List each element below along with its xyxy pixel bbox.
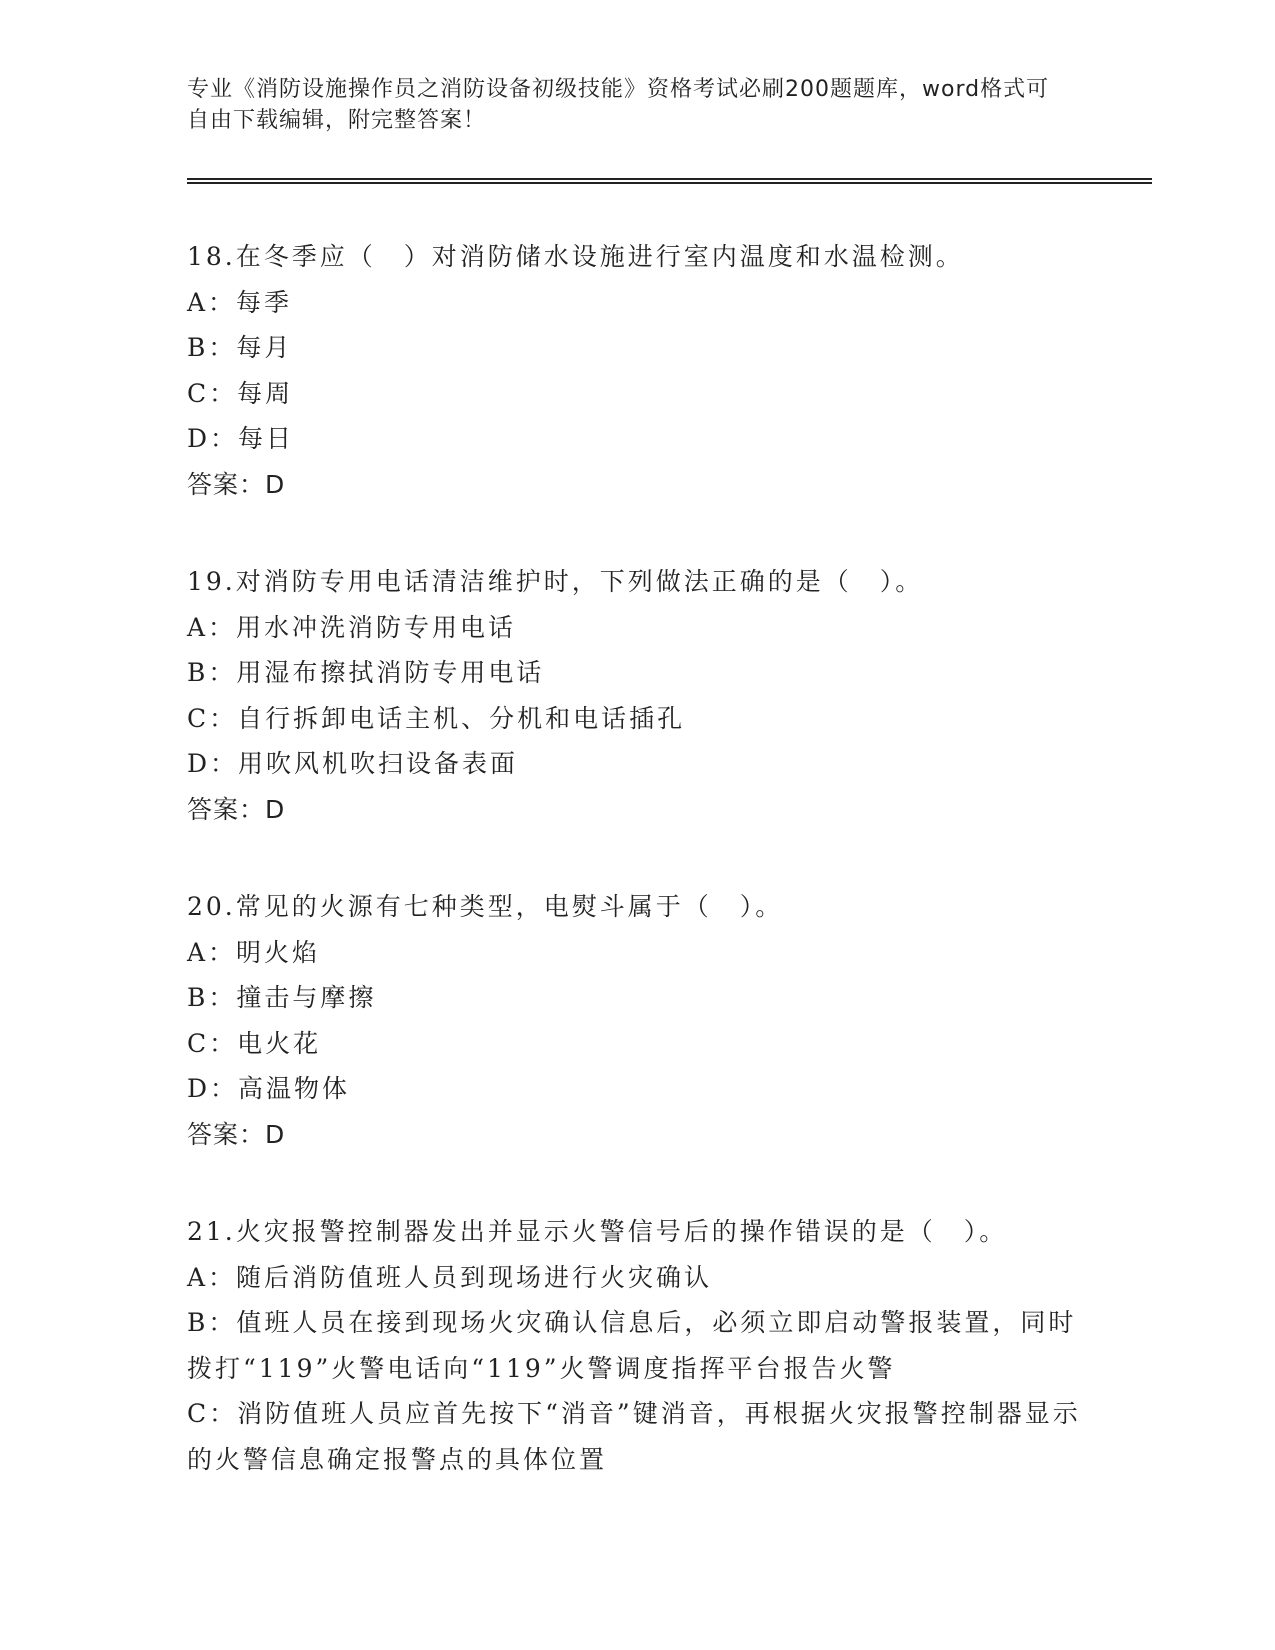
option-b: B：每月: [187, 333, 293, 362]
option-a: A：每季: [187, 287, 293, 317]
option-d: D：用吹风机吹扫设备表面: [187, 749, 519, 778]
answer: 答案：D: [187, 794, 286, 824]
question-stem: 19.对消防专用电话清洁维护时，下列做法正确的是（ ）。: [187, 567, 924, 596]
question-19: [187, 559, 1087, 832]
option-c: C：自行拆卸电话主机、分机和电话插孔: [187, 703, 686, 733]
option-c: C：电火花: [187, 1028, 322, 1058]
option-c: C：每周: [187, 378, 294, 408]
question-20: [187, 884, 1087, 1157]
option-b: B：用湿布擦拭消防专用电话: [187, 658, 545, 687]
question-21: [187, 1209, 1087, 1482]
question-stem: 18.在冬季应（ ）对消防储水设施进行室内温度和水温检测。: [187, 242, 964, 271]
header-divider: [187, 178, 1152, 184]
question-18: [187, 234, 1087, 507]
answer: 答案：D: [187, 469, 286, 499]
question-stem: 21.火灾报警控制器发出并显示火警信号后的操作错误的是（ ）。: [187, 1217, 1008, 1246]
option-b: B：值班人员在接到现场火灾确认信息后，必须立即启动警报装置，同时拨打“119”火警电话向“119”火警调度指挥平台报告火警: [187, 1308, 1077, 1383]
option-a: A：随后消防值班人员到现场进行火灾确认: [187, 1262, 713, 1292]
option-a: A：用水冲洗消防专用电话: [187, 612, 517, 642]
header-note: 专业《消防设施操作员之消防设备初级技能》资格考试必刷200题题库，word格式可自由下载编辑，附完整答案！: [187, 77, 1050, 133]
option-d: D：高温物体: [187, 1074, 351, 1103]
question-list: [187, 234, 1087, 1534]
question-stem: 20.常见的火源有七种类型，电熨斗属于（ ）。: [187, 892, 784, 921]
answer: 答案：D: [187, 1119, 286, 1149]
option-b: B：撞击与摩擦: [187, 983, 377, 1012]
option-d: D：每日: [187, 424, 295, 453]
option-a: A：明火焰: [187, 937, 321, 967]
option-c: C：消防值班人员应首先按下“消音”键消音，再根据火灾报警控制器显示的火警信息确定报警点的具体位置: [187, 1399, 1081, 1474]
